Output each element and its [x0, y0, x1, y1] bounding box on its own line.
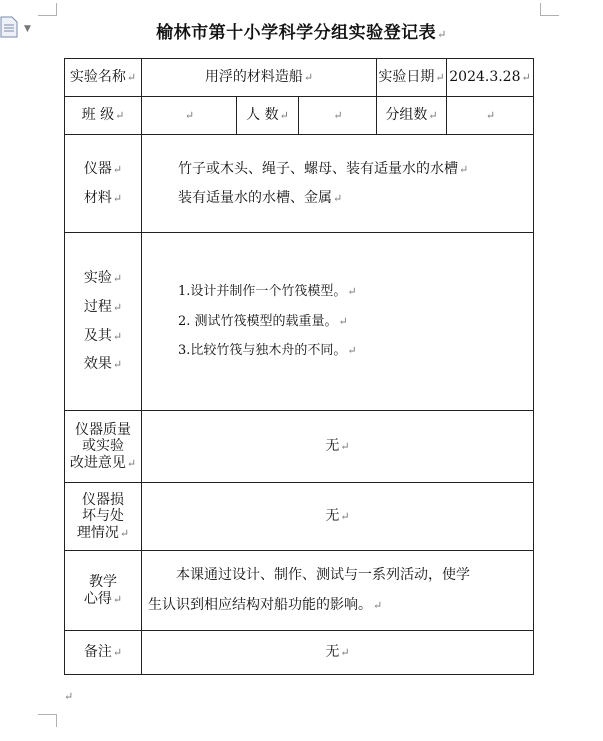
experiment-date-value[interactable]: 2024.3.28↵ [447, 59, 534, 97]
reflection-label: 教学 心得↵ [65, 551, 142, 631]
table-row-damage [65, 483, 534, 551]
experiment-name-label: 实验名称↵ [65, 59, 142, 97]
experiment-register-table [64, 58, 534, 675]
process-steps[interactable] [142, 233, 534, 411]
quality-value[interactable]: 无↵ [142, 411, 534, 483]
class-label: 班 级↵ [65, 97, 142, 135]
damage-value[interactable]: 无↵ [142, 483, 534, 551]
process-step: 3.比较竹筏与独木舟的不同。↵ [178, 343, 357, 359]
table-row-name-date [65, 59, 534, 97]
paragraph-mark: ↵ [437, 28, 447, 41]
crop-mark-top-left [38, 3, 57, 16]
table-row-quality [65, 411, 534, 483]
table-row-process [65, 233, 534, 411]
materials-value[interactable]: 竹子或木头、绳子、螺母、装有适量水的水槽↵ 装有适量水的水槽、金属↵ [142, 135, 534, 233]
process-label: 实验↵ 过程↵ 及其↵ 效果↵ [65, 233, 142, 411]
page-title: 榆林市第十小学科学分组实验登记表↵ [156, 23, 447, 43]
table-row-class-people-groups [65, 97, 534, 135]
remarks-label: 备注↵ [65, 631, 142, 675]
quality-label: 仪器质量 或实验 改进意见↵ [65, 411, 142, 483]
materials-label: 仪器↵ 材料↵ [65, 135, 142, 233]
people-value[interactable]: ↵ [299, 97, 377, 135]
table-row-materials [65, 135, 534, 233]
groups-label: 分组数↵ [377, 97, 447, 135]
experiment-name-value[interactable]: 用浮的材料造船↵ [142, 59, 377, 97]
chevron-down-icon[interactable]: ▼ [24, 24, 31, 34]
process-step: 2. 测试竹筏模型的载重量。↵ [178, 313, 348, 329]
groups-value[interactable]: ↵ [447, 97, 534, 135]
process-step: 1.设计并制作一个竹筏模型。↵ [178, 284, 357, 300]
table-row-remarks [65, 631, 534, 675]
crop-mark-bottom-left [38, 714, 57, 727]
reflection-value[interactable]: 本课通过设计、制作、测试与一系列活动，使学 生认识到相应结构对船功能的影响。↵ [142, 551, 534, 631]
damage-label: 仪器损 坏与处 理情况↵ [65, 483, 142, 551]
class-value[interactable]: ↵ [142, 97, 237, 135]
remarks-value[interactable]: 无↵ [142, 631, 534, 675]
paragraph-mark: ↵ [64, 690, 74, 703]
people-label: 人 数↵ [237, 97, 299, 135]
table-row-reflection [65, 551, 534, 631]
crop-mark-top-right [540, 3, 559, 16]
experiment-date-label: 实验日期↵ [377, 59, 447, 97]
